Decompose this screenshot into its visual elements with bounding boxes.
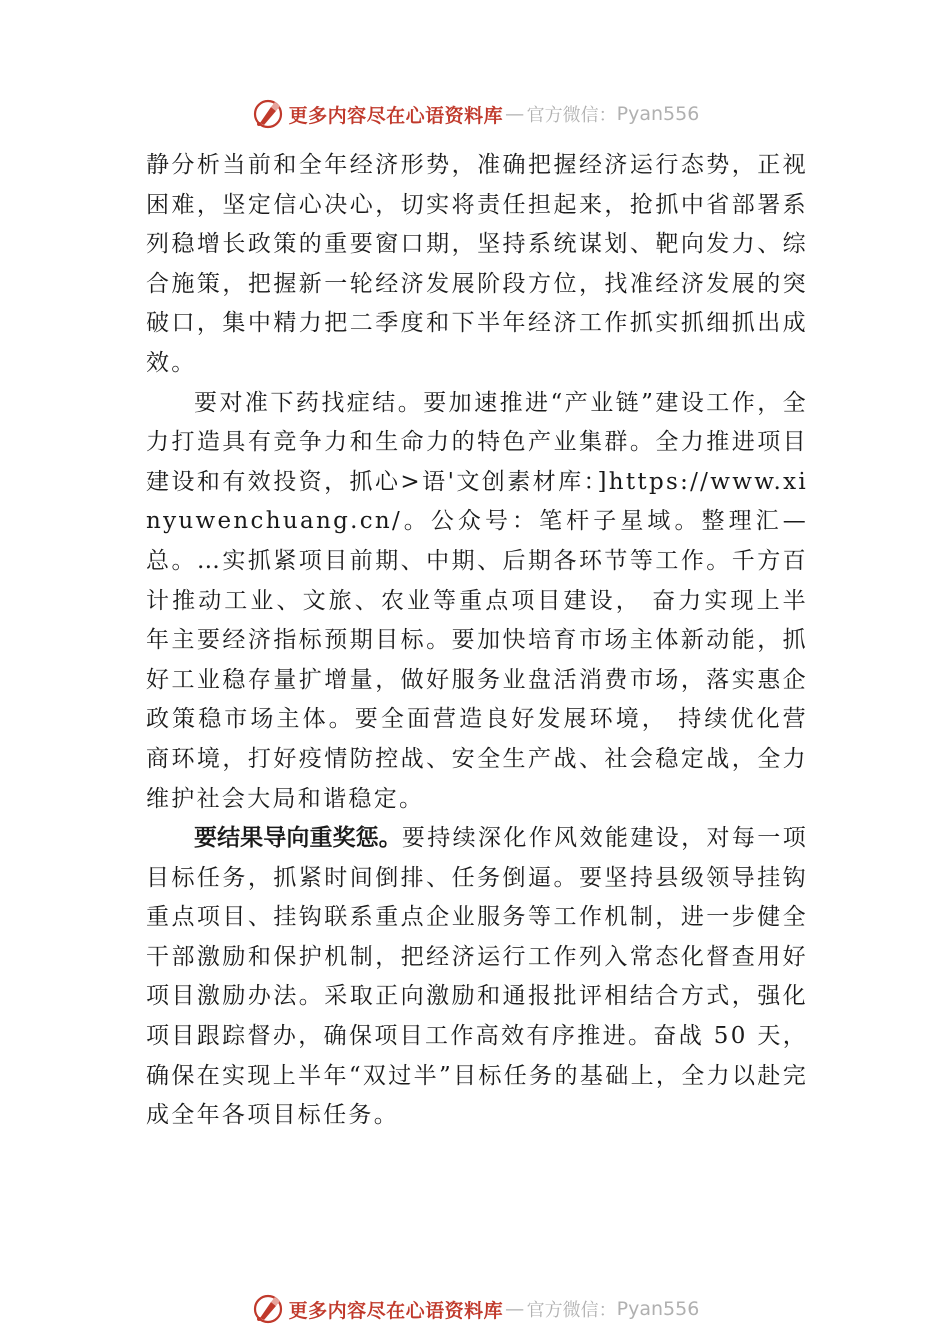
pen-nib-logo-icon bbox=[251, 97, 285, 131]
paragraph-1: 静分析当前和全年经济形势，准确把握经济运行态势，正视困难，坚定信心决心，切实将责任担起来，抢抓中省部署系列稳增长政策的重要窗口期，坚持系统谋划、靶向发力、综合施策，把握新一轮经济发展阶段方位，找准经济发展的突破口，集中精力把二季度和下半年经济工作抓实抓细抓出成效。 bbox=[146, 152, 808, 376]
footer-dash: — bbox=[505, 1298, 525, 1320]
wechat-id: Pyan556 bbox=[616, 1298, 700, 1320]
document-body bbox=[146, 146, 808, 1136]
library-slogan: 更多内容尽在心语资料库 bbox=[288, 104, 504, 127]
paragraph-3-heading: 要结果导向重奖惩。 bbox=[194, 825, 402, 852]
paragraph-3 bbox=[146, 819, 808, 1136]
header-dash: — bbox=[505, 103, 525, 125]
paragraph-3-text: 要持续深化作风效能建设，对每一项目标任务，抓紧时间倒排、任务倒逼。要坚持县级领导挂钩重点项目、挂钩联系重点企业服务等工作机制，进一步健全干部激励和保护机制，把经济运行工作列入常态化督查用好项目激励办法。采取正向激励和通报批评相结合方式，强化项目跟踪督办，确保项目工作高效有序推进。奋战 50 天，确保在实现上半年“双过半”目标任务的基础上，全力以赴完成全年各项目标任务。 bbox=[146, 825, 808, 1129]
wechat-label: 官方微信： bbox=[526, 1300, 617, 1321]
wechat-id: Pyan556 bbox=[616, 103, 700, 125]
paragraph-2: 要对准下药找症结。要加速推进“产业链”建设工作，全力打造具有竞争力和生命力的特色产业集群。全力推进项目建设和有效投资，抓心>语'文创素材库：]https://www.xinyuwenchuang.cn/。公众号：笔杆子星域。整理汇—总。…实抓紧项目前期、中期、后期各环节等工作。千方百计推动工业、文旅、农业等重点项目建设， 奋力实现上半年主要经济指标预期目标。要加快培育市场主体新动能，抓好工业稳存量扩增量，做好服务业盘活消费市场，落实惠企政策稳市场主体。要全面营造良好发展环境， 持续优化营商环境，打好疫情防控战、安全生产战、社会稳定战，全力维护社会大局和谐稳定。 bbox=[146, 389, 808, 812]
footer-banner bbox=[0, 1289, 950, 1329]
header-banner bbox=[0, 94, 950, 134]
pen-nib-logo-icon bbox=[251, 1292, 285, 1326]
wechat-label: 官方微信： bbox=[526, 105, 617, 126]
library-slogan: 更多内容尽在心语资料库 bbox=[288, 1299, 504, 1322]
